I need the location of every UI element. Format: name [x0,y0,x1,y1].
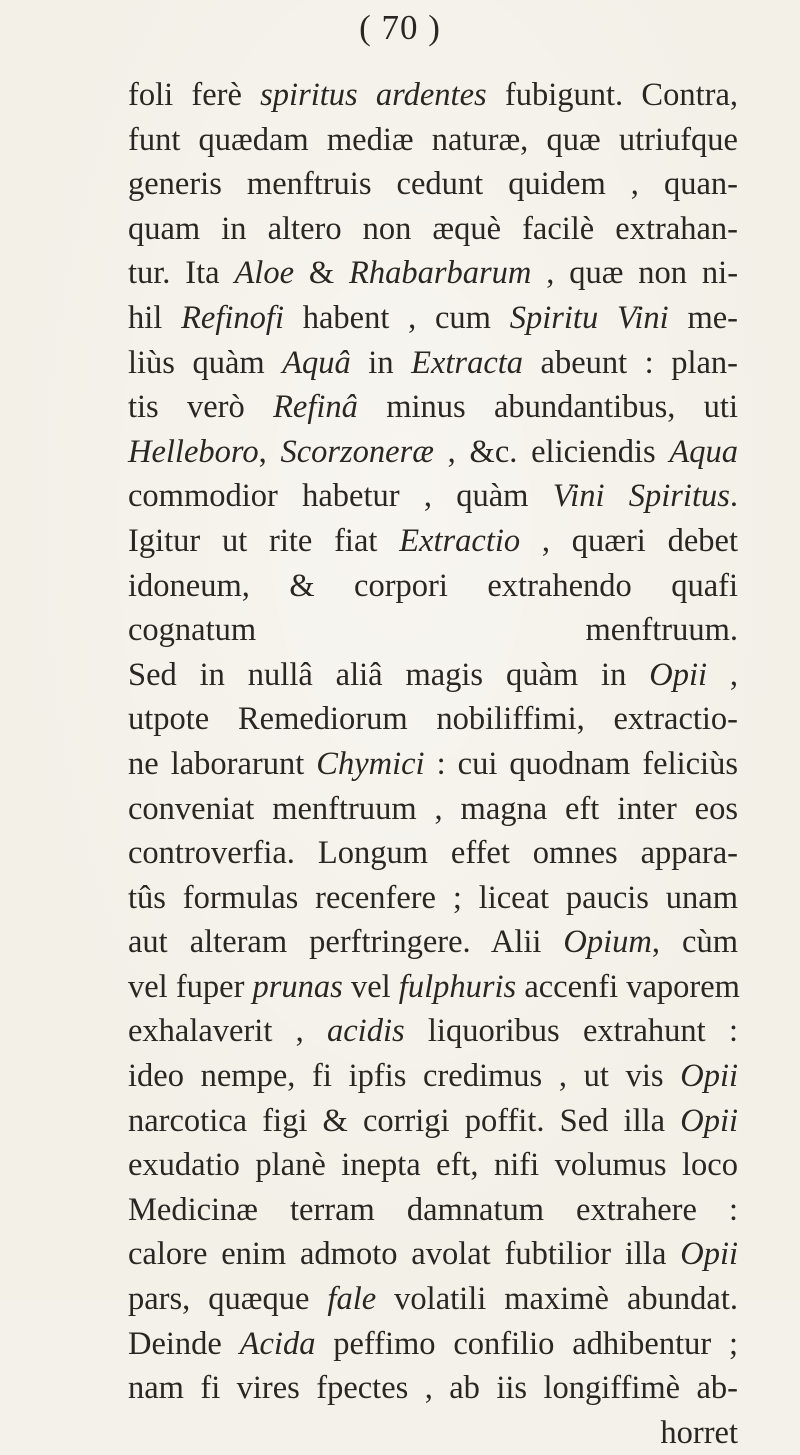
text-line: calore enim admoto avolat fubtilior illa Opii [128,1236,738,1273]
text-line: controverfia. Longum effet omnes appara- [128,835,738,872]
text-line: funt quædam mediæ naturæ, quæ utriufque [128,121,738,158]
text-line: horret [660,1414,738,1451]
text-line: tûs formulas recenfere ; liceat paucis unam [128,879,738,916]
text-line: generis menftruis cedunt quidem , quan- [128,166,738,203]
text-line: tur. Ita Aloe & Rhabarbarum , quæ non ni- [128,255,739,292]
text-line: narcotica figi & corrigi poffit. Sed illa Opii [128,1102,738,1139]
text-line: Igitur ut rite fiat Extractio , quæri debet [128,522,738,559]
text-line: foli ferè spiritus ardentes fubigunt. Contra, [128,77,738,113]
text-line: aut alteram perftringere. Alii Opium, cùm [128,924,738,961]
text-line: exhalaverit , acidis liquoribus extrahunt : [128,1013,738,1050]
text-line: conveniat menftruum , magna eft inter eos [128,790,738,827]
page-number: ( 70 ) [359,8,441,47]
text-line: idoneum, & corpori extrahendo quafi [128,567,738,604]
text-line: ideo nempe, fi ipfis credimus , ut vis Opii [128,1058,738,1095]
text-line: pars, quæque fale volatili maximè abundat. [128,1281,738,1318]
text-line: commodior habetur , quàm Vini Spiritus. [128,478,738,515]
body-text [128,73,738,1455]
text-line: vel fuper prunas vel fulphuris accenfi vaporem [128,968,740,1005]
text-line: liùs quàm Aquâ in Extracta abeunt : plan- [128,344,739,381]
text-line: cognatum menftruum. [128,612,738,649]
text-line: tis verò Refinâ minus abundantibus, uti [128,389,738,426]
text-line: Medicinæ terram damnatum extrahere : [128,1191,738,1228]
text-line: Deinde Acida peffimo confilio adhibentur ; [128,1325,738,1362]
text-line: utpote Remediorum nobiliffimi, extractio- [128,701,738,738]
text-line: quam in altero non æquè facilè extrahan- [128,210,738,247]
text-line: Helleboro, Scorzoneræ , &c. eliciendis Aqua [128,433,739,470]
text-line: hil Refinofi habent , cum Spiritu Vini me- [128,299,739,336]
text-line: ne laborarunt Chymici : cui quodnam feliciùs [128,745,738,782]
text-line: nam fi vires fpectes , ab iis longiffimè ab- [128,1370,738,1407]
text-line: exudatio planè inepta eft, nifi volumus loco [128,1147,738,1184]
text-line: Sed in nullâ aliâ magis quàm in Opii , [128,656,739,693]
